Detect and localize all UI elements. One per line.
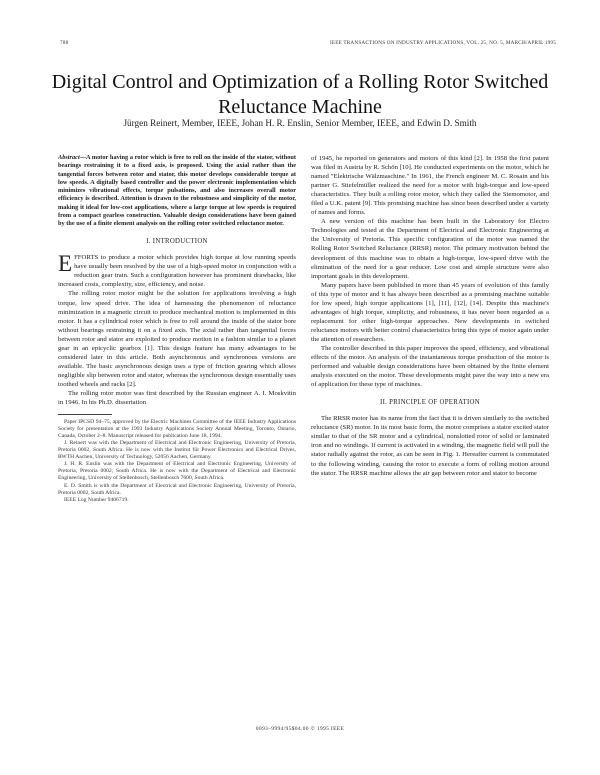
intro-paragraph-2: The rolling rotor motor might be the solution for applications involving a high torque, low speed drive. The idea of harnessing the phenomenon of reluctance minimization in a magnetic circuit to produce mechanical motion is implemented in this motor. It has a cylindrical rotor which is free to roll around the inside of the stator bore without bearings restraining it on a fixed axis. The axial rather than tangential forces between rotor and stator are exploited to produce motion in a fashion similar to a planet gear in an epicyclic gearbox [1]. This design feature has many advantages to be considered later in this article. Both asynchronous and synchronous versions are available. The basic asynchronous design uses a type of friction gearing which allows negligible slip between rotor and stator, whereas the synchronous design essentially uses toothed wheels and racks [2]. [58, 290, 296, 388]
abstract-label: Abstract— [58, 154, 86, 161]
footnote-author-enslin: J. H. R. Enslin was with the Department of Electrical and Electronic Engineering, University of Pretoria, Pretoria 0002, South Africa. He is now with the Department of Electrical and Electronic Engineering, University of Stellenbosch, Stellenbosch 7600, South Africa. [58, 461, 296, 482]
footnote-manuscript: Paper IPCSD 94–75, approved by the Electric Machines Committee of the IEEE Industry Applications Society for presentation at the 1993 Industry Applications Society Annual Meeting, Toronto, Ontario, Canada, October 2–8. Manuscript released for publication June 18, 1994. [58, 419, 296, 440]
journal-header: IEEE TRANSACTIONS ON INDUSTRY APPLICATIONS, VOL. 25, NO. 5, MARCH/APRIL 1995 [329, 40, 556, 46]
page-number: 788 [60, 40, 69, 46]
intro-heading: I. INTRODUCTION [146, 238, 208, 246]
paper-title: Digital Control and Optimization of a Rolling Rotor Switched Reluctance Machine [51, 71, 549, 118]
intro-paragraph-1-text: FFORTS to produce a motor which provides high torque at low running speeds have usually been resolved by the use of a high-speed motor in conjunction with a reduction gear train. Such a configuration however has prominent drawbacks, like increased costs, complexity, size, efficiency, and noise. [58, 254, 296, 289]
left-column [58, 154, 296, 504]
principle-paragraph-1: The RRSR motor has its name from the fact that it is driven similarly to the switched reluctance (SR) motor. In its most basic form, the motor comprises a stator excited stator similar to that of the SR motor and a cylindrical, nonslotted rotor of solid or laminated iron and no windings. If current is activated in a winding, the magnetic field will pull the stator radially against the rotor, as can be seen in Fig. 1. Hereafter current is commutated to the following winding, causing the rotor to execute a form of rolling motion around the stator. The RRSR machine allows the air gap between rotor and stator to become [311, 415, 549, 477]
body-paragraph-3: Many papers have been published in more than 45 years of evolution of this family of this type of motor and it has always been described as a promising machine suitable for low speed, high torque applications [1], [11], [12], [14]. Despite this machine's advantages of high torque, simplicity, and robustness, it has never been regarded as a replacement for other high-torque approaches. New developments in switched reluctance motors with better control characteristics bring this type of motor again under the attention of researchers. [311, 281, 549, 343]
right-column [311, 154, 549, 478]
abstract [58, 154, 296, 228]
principle-heading: II. PRINCIPLE OF OPERATION [380, 399, 480, 407]
intro-paragraph-3: The rolling rotor motor was first described by the Russian engineer A. I. Moskvitin in 1946. In his Ph.D. dissertation [58, 390, 296, 407]
abstract-text: A motor having a rotor which is free to roll on the inside of the stator, without bearings restraining it to a fixed axis, is proposed. Using the axial rather than the tangential forces between rotor and stator, this motor develops considerable torque at low speeds. A digitally based controller and the power electronic implementation which minimizes vibrational effects, torque pulsations, and also increases overall motor efficiency is described. Attention is drawn to the robustness and simplicity of the motor, making it ideal for low-cost applications, where a large torque at low speeds is required from a compact gearless construction. Valuable design considerations have been gained by the use of a finite element analysis on the rolling rotor switched reluctance motor. [58, 154, 296, 227]
copyright-code: 0093–9994/95$04.00 © 1995 IEEE [255, 726, 345, 732]
footnote-divider [58, 414, 112, 415]
author-list: Jürgen Reinert, Member, IEEE, Johan H. R. Enslin, Senior Member, IEEE, and Edwin D. Smith [123, 118, 477, 128]
body-paragraph-1: of 1945, he reported on generators and motors of this kind [2]. In 1958 the first patent was filed in Austria by R. Schön [10]. He conducted experiments on the motor, which he named "Elektrische Wälzmaschine." In 1961, the French engineer M. C. Rosain and his partner G. Stiefelmüller realized the need for a motor with high-torque and low-speed characteristics. They built a rolling rotor motor, which they called the Stemomotor, and filed a U.K. patent [9]. This promising machine has since been described under a variety of names and forms. [311, 155, 549, 217]
body-paragraph-2: A new version of this machine has been built in the Laboratory for Electro Technologies and tested at the Department of Electrical and Electronic Engineering at the University of Pretoria. This specific configuration of the motor was named the Rolling Rotor Switched Reluctance (RRSR) motor. The primary motivation behind the development of this machine was to obtain a high-torque, low-speed drive with the elimination of the need for a gear reducer. Low cost and simple structure were also important goals in this development. [311, 218, 549, 280]
body-paragraph-4: The controller described in this paper improves the speed, efficiency, and vibrational effects of the motor. An analysis of the instantaneous torque production of the motor is performed and valuable design considerations have been obtained by the finite element analysis executed on the motor. These developments might pave the way into a new era of application for these type of machines. [311, 344, 549, 389]
intro-paragraph-1 [58, 253, 296, 289]
drop-cap: E [58, 251, 73, 277]
footnote-author-smith: E. D. Smith is with the Department of Electrical and Electronic Engineering, University of Pretoria, Pretoria 0002, South Africa. [58, 482, 296, 496]
footnote-log-number: IEEE Log Number 9406719. [64, 496, 129, 503]
footnote-author-reinert: J. Reinert was with the Department of Electrical and Electronic Engineering, University of Pretoria, Pretoria 0002, South Africa. He is now with the Institut für Power Electronics and Electrical Drives, RWTH Aachen, University of Technology, 52056 Aachen, Germany. [58, 440, 296, 461]
